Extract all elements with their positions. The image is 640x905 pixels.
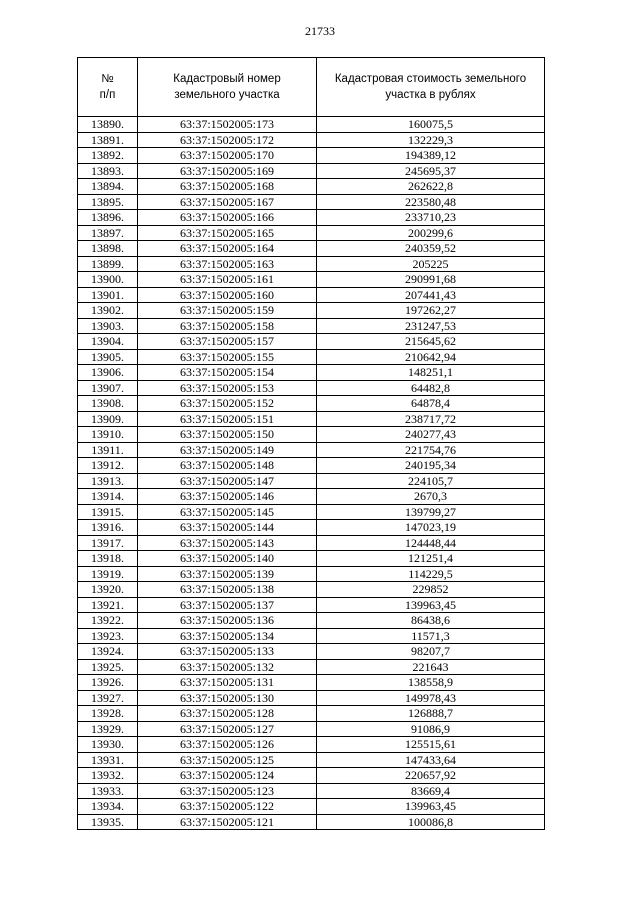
cadastral-number-cell: 63:37:1502005:157 [138, 334, 317, 350]
row-number-cell: 13920. [78, 582, 138, 598]
header-number [78, 58, 138, 117]
cadastral-number-cell: 63:37:1502005:161 [138, 272, 317, 288]
table-row [78, 783, 545, 799]
cadastral-number-cell: 63:37:1502005:168 [138, 179, 317, 195]
table-row [78, 163, 545, 179]
cadastral-value-cell: 221643 [317, 659, 545, 675]
cadastral-number-cell: 63:37:1502005:137 [138, 597, 317, 613]
cadastral-number-cell: 63:37:1502005:139 [138, 566, 317, 582]
row-number-cell: 13907. [78, 380, 138, 396]
cadastral-number-cell: 63:37:1502005:145 [138, 504, 317, 520]
table-row [78, 132, 545, 148]
cadastral-value-cell: 290991,68 [317, 272, 545, 288]
row-number-cell: 13915. [78, 504, 138, 520]
row-number-cell: 13932. [78, 768, 138, 784]
row-number-cell: 13919. [78, 566, 138, 582]
header-cadastral-value-text: Кадастровая стоимость земельного участка в рублях [334, 73, 527, 101]
row-number-cell: 13896. [78, 210, 138, 226]
cadastral-number-cell: 63:37:1502005:166 [138, 210, 317, 226]
cadastral-number-cell: 63:37:1502005:122 [138, 799, 317, 815]
table-row [78, 411, 545, 427]
cadastral-number-cell: 63:37:1502005:121 [138, 814, 317, 830]
cadastral-value-cell: 121251,4 [317, 551, 545, 567]
cadastral-number-cell: 63:37:1502005:172 [138, 132, 317, 148]
row-number-cell: 13917. [78, 535, 138, 551]
row-number-cell: 13921. [78, 597, 138, 613]
row-number-cell: 13914. [78, 489, 138, 505]
cadastral-value-cell: 197262,27 [317, 303, 545, 319]
cadastral-value-cell: 139963,45 [317, 799, 545, 815]
table-row [78, 613, 545, 629]
cadastral-value-cell: 233710,23 [317, 210, 545, 226]
cadastral-value-cell: 139799,27 [317, 504, 545, 520]
table-row [78, 644, 545, 660]
table-row [78, 628, 545, 644]
table-row [78, 799, 545, 815]
cadastral-number-cell: 63:37:1502005:140 [138, 551, 317, 567]
table-row [78, 117, 545, 133]
page-number: 21733 [305, 24, 335, 38]
row-number-cell: 13934. [78, 799, 138, 815]
cadastral-value-cell: 11571,3 [317, 628, 545, 644]
cadastral-number-cell: 63:37:1502005:154 [138, 365, 317, 381]
row-number-cell: 13924. [78, 644, 138, 660]
row-number-cell: 13899. [78, 256, 138, 272]
table-row [78, 194, 545, 210]
table-row [78, 737, 545, 753]
row-number-cell: 13900. [78, 272, 138, 288]
table-row [78, 520, 545, 536]
table-row [78, 334, 545, 350]
table-row [78, 318, 545, 334]
cadastral-number-cell: 63:37:1502005:164 [138, 241, 317, 257]
cadastral-number-cell: 63:37:1502005:143 [138, 535, 317, 551]
row-number-cell: 13908. [78, 396, 138, 412]
header-cadastral-number [138, 58, 317, 117]
cadastral-value-cell: 160075,5 [317, 117, 545, 133]
cadastral-number-cell: 63:37:1502005:146 [138, 489, 317, 505]
table-row [78, 148, 545, 164]
cadastral-value-cell: 100086,8 [317, 814, 545, 830]
cadastral-number-cell: 63:37:1502005:149 [138, 442, 317, 458]
cadastral-value-cell: 125515,61 [317, 737, 545, 753]
cadastral-number-cell: 63:37:1502005:123 [138, 783, 317, 799]
cadastral-number-cell: 63:37:1502005:127 [138, 721, 317, 737]
cadastral-number-cell: 63:37:1502005:134 [138, 628, 317, 644]
cadastral-value-cell: 114229,5 [317, 566, 545, 582]
cadastral-value-cell: 221754,76 [317, 442, 545, 458]
cadastral-value-table [77, 57, 545, 830]
row-number-cell: 13928. [78, 706, 138, 722]
cadastral-value-cell: 98207,7 [317, 644, 545, 660]
table-row [78, 706, 545, 722]
cadastral-value-cell: 139963,45 [317, 597, 545, 613]
table-body [78, 117, 545, 830]
table-row [78, 659, 545, 675]
table-row [78, 442, 545, 458]
cadastral-value-cell: 210642,94 [317, 349, 545, 365]
row-number-cell: 13892. [78, 148, 138, 164]
table-row [78, 241, 545, 257]
row-number-cell: 13916. [78, 520, 138, 536]
row-number-cell: 13898. [78, 241, 138, 257]
row-number-cell: 13933. [78, 783, 138, 799]
cadastral-value-cell: 207441,43 [317, 287, 545, 303]
table-row [78, 396, 545, 412]
table-row [78, 504, 545, 520]
cadastral-value-cell: 148251,1 [317, 365, 545, 381]
cadastral-number-cell: 63:37:1502005:126 [138, 737, 317, 753]
row-number-cell: 13910. [78, 427, 138, 443]
cadastral-number-cell: 63:37:1502005:170 [138, 148, 317, 164]
cadastral-number-cell: 63:37:1502005:147 [138, 473, 317, 489]
cadastral-value-cell: 262622,8 [317, 179, 545, 195]
table-row [78, 380, 545, 396]
table-row [78, 768, 545, 784]
table-row [78, 427, 545, 443]
row-number-cell: 13911. [78, 442, 138, 458]
table-row [78, 489, 545, 505]
row-number-cell: 13902. [78, 303, 138, 319]
cadastral-value-cell: 126888,7 [317, 706, 545, 722]
cadastral-value-cell: 124448,44 [317, 535, 545, 551]
cadastral-number-cell: 63:37:1502005:153 [138, 380, 317, 396]
cadastral-value-cell: 86438,6 [317, 613, 545, 629]
cadastral-value-cell: 132229,3 [317, 132, 545, 148]
cadastral-value-cell: 147023,19 [317, 520, 545, 536]
cadastral-number-cell: 63:37:1502005:155 [138, 349, 317, 365]
table-row [78, 272, 545, 288]
table-row [78, 256, 545, 272]
cadastral-value-cell: 215645,62 [317, 334, 545, 350]
cadastral-value-cell: 224105,7 [317, 473, 545, 489]
cadastral-number-cell: 63:37:1502005:128 [138, 706, 317, 722]
table-row [78, 721, 545, 737]
row-number-cell: 13909. [78, 411, 138, 427]
row-number-cell: 13906. [78, 365, 138, 381]
row-number-cell: 13922. [78, 613, 138, 629]
table-row [78, 210, 545, 226]
cadastral-number-cell: 63:37:1502005:125 [138, 752, 317, 768]
cadastral-number-cell: 63:37:1502005:173 [138, 117, 317, 133]
cadastral-number-cell: 63:37:1502005:136 [138, 613, 317, 629]
row-number-cell: 13901. [78, 287, 138, 303]
row-number-cell: 13893. [78, 163, 138, 179]
header-cadastral-value [317, 58, 545, 117]
table-row [78, 179, 545, 195]
cadastral-number-cell: 63:37:1502005:150 [138, 427, 317, 443]
row-number-cell: 13903. [78, 318, 138, 334]
row-number-cell: 13935. [78, 814, 138, 830]
cadastral-value-cell: 231247,53 [317, 318, 545, 334]
cadastral-number-cell: 63:37:1502005:163 [138, 256, 317, 272]
cadastral-value-cell: 245695,37 [317, 163, 545, 179]
cadastral-value-cell: 194389,12 [317, 148, 545, 164]
cadastral-value-cell: 223580,48 [317, 194, 545, 210]
table-row [78, 303, 545, 319]
cadastral-number-cell: 63:37:1502005:138 [138, 582, 317, 598]
table-header [78, 58, 545, 117]
row-number-cell: 13905. [78, 349, 138, 365]
row-number-cell: 13894. [78, 179, 138, 195]
cadastral-value-cell: 64878,4 [317, 396, 545, 412]
table-row [78, 597, 545, 613]
cadastral-number-cell: 63:37:1502005:152 [138, 396, 317, 412]
cadastral-number-cell: 63:37:1502005:124 [138, 768, 317, 784]
cadastral-number-cell: 63:37:1502005:148 [138, 458, 317, 474]
cadastral-value-cell: 229852 [317, 582, 545, 598]
cadastral-number-cell: 63:37:1502005:151 [138, 411, 317, 427]
row-number-cell: 13890. [78, 117, 138, 133]
row-number-cell: 13912. [78, 458, 138, 474]
table-row [78, 551, 545, 567]
row-number-cell: 13923. [78, 628, 138, 644]
cadastral-value-cell: 220657,92 [317, 768, 545, 784]
cadastral-value-cell: 238717,72 [317, 411, 545, 427]
cadastral-number-cell: 63:37:1502005:132 [138, 659, 317, 675]
cadastral-number-cell: 63:37:1502005:160 [138, 287, 317, 303]
header-cadastral-number-text: Кадастровый номер земельного участка [173, 73, 281, 101]
table-row [78, 690, 545, 706]
row-number-cell: 13913. [78, 473, 138, 489]
cadastral-value-cell: 200299,6 [317, 225, 545, 241]
table-row [78, 225, 545, 241]
cadastral-value-cell: 205225 [317, 256, 545, 272]
table-row [78, 473, 545, 489]
row-number-cell: 13925. [78, 659, 138, 675]
row-number-cell: 13891. [78, 132, 138, 148]
table-row [78, 365, 545, 381]
cadastral-value-cell: 64482,8 [317, 380, 545, 396]
cadastral-value-cell: 91086,9 [317, 721, 545, 737]
row-number-cell: 13904. [78, 334, 138, 350]
table-row [78, 458, 545, 474]
row-number-cell: 13927. [78, 690, 138, 706]
cadastral-number-cell: 63:37:1502005:169 [138, 163, 317, 179]
cadastral-number-cell: 63:37:1502005:144 [138, 520, 317, 536]
header-number-text: № п/п [99, 73, 116, 101]
table-row [78, 675, 545, 691]
cadastral-value-cell: 147433,64 [317, 752, 545, 768]
cadastral-number-cell: 63:37:1502005:133 [138, 644, 317, 660]
cadastral-value-cell: 138558,9 [317, 675, 545, 691]
row-number-cell: 13929. [78, 721, 138, 737]
cadastral-number-cell: 63:37:1502005:130 [138, 690, 317, 706]
row-number-cell: 13926. [78, 675, 138, 691]
table-row [78, 535, 545, 551]
table-row [78, 582, 545, 598]
row-number-cell: 13918. [78, 551, 138, 567]
cadastral-value-cell: 240277,43 [317, 427, 545, 443]
cadastral-value-cell: 240359,52 [317, 241, 545, 257]
cadastral-number-cell: 63:37:1502005:165 [138, 225, 317, 241]
cadastral-value-cell: 2670,3 [317, 489, 545, 505]
table-row [78, 566, 545, 582]
cadastral-number-cell: 63:37:1502005:158 [138, 318, 317, 334]
table-row [78, 752, 545, 768]
row-number-cell: 13895. [78, 194, 138, 210]
table-row [78, 287, 545, 303]
row-number-cell: 13897. [78, 225, 138, 241]
table-row [78, 349, 545, 365]
cadastral-number-cell: 63:37:1502005:159 [138, 303, 317, 319]
cadastral-number-cell: 63:37:1502005:131 [138, 675, 317, 691]
row-number-cell: 13931. [78, 752, 138, 768]
cadastral-value-cell: 149978,43 [317, 690, 545, 706]
table-row [78, 814, 545, 830]
cadastral-value-cell: 83669,4 [317, 783, 545, 799]
row-number-cell: 13930. [78, 737, 138, 753]
cadastral-number-cell: 63:37:1502005:167 [138, 194, 317, 210]
cadastral-value-cell: 240195,34 [317, 458, 545, 474]
